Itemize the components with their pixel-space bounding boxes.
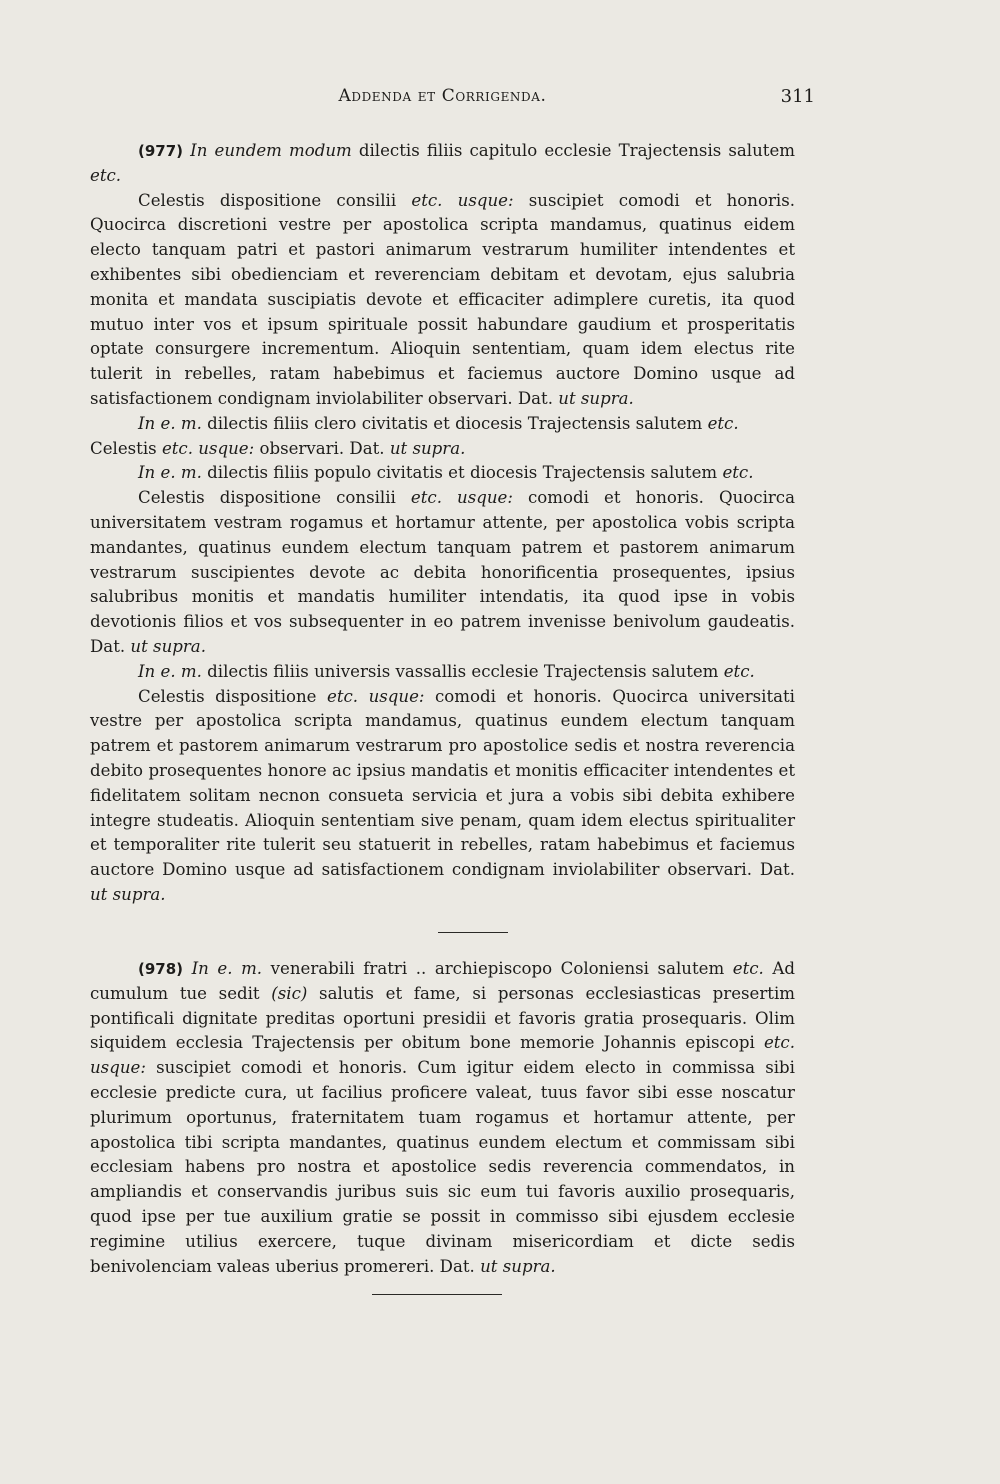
italic-text: etc.	[707, 413, 739, 433]
paragraph-text: In e. m. dilectis filiis populo civitatis et diocesis Trajectensis salutem etc.	[138, 463, 754, 483]
italic-text: ut supra.	[480, 1256, 556, 1276]
paragraph-text: Celestis dispositione consilii etc. usque: comodi et honoris. Quocirca universitatem vestram rogamus et hortamur attente, per apostolica vobis scripta mandantes, quatinus eundem electum tanquam patrem et pastorem animarum vestrarum suscipientes devote ac debita honorificentia prosequentes, ipsius salubribus monitis et mandatis humiliter intendatis, ita quod ipse in vobis devotionis filios et vos subsequenter in eo patrem invenisse benivolum gaudeatis. Dat. ut supra.	[90, 488, 795, 656]
italic-text: etc. usque:	[327, 686, 425, 706]
document-entry-977	[90, 139, 795, 908]
italic-text: ut supra.	[130, 636, 206, 656]
italic-text: In e. m.	[191, 959, 263, 978]
paragraph-text: In e. m. dilectis filiis clero civitatis et diocesis Trajectensis salutem etc.	[138, 413, 739, 433]
italic-text: In e. m.	[138, 413, 202, 433]
page-number: 311	[780, 86, 815, 107]
entry-paragraph	[90, 957, 795, 1279]
entry-paragraph	[90, 685, 795, 908]
paragraph-text: In e. m. venerabili fratri .. archiepiscopo Coloniensi salutem etc. Ad cumulum tue sedit (sic) salutis et fame, si personas ecclesiasticas presertim pontificali dignitate preditas oportuni presidii et favoris gratia prosequaris. Olim siquidem ecclesia Trajectensis per obitum bone memorie Johannis episcopi etc. usque: suscipiet comodi et honoris. Cum igitur eidem electo in commissa sibi ecclesie predicte cura, ut facilius proficere valeat, tuus favor sibi esse noscatur plurimum oportunus, fraternitatem tuam rogamus et hortamur attente, per apostolica tibi scripta mandantes, quatinus eundem electum et commissam sibi ecclesiam habens pro nostra et apostolice sedis reverencia commendatos, in ampliandis et conservandis juribus suis sic eum tui favoris auxilio prosequaris, quod ipse per tue auxilium gratie se possit in commisso sibi ejusdem ecclesie regimine utilius exercere, tuque divinam misericordiam et dicte sedis benivolenciam valeas uberius promereri. Dat. ut supra.	[90, 959, 795, 1276]
entry-paragraph	[90, 486, 795, 660]
paragraph-text: Celestis dispositione etc. usque: comodi et honoris. Quocirca universitati vestre per apostolica scripta mandamus, quatinus eundem electum tanquam patrem et pastorem animarum vestrarum pro apostolice sedis et nostra reverencia debito prosequentes honore ac ipsius mandatis et monitis efficaciter intendentes et fidelitatem solitam necnon consueta servicia et jura a vobis sibi debita exhibere integre studeatis. Alioquin sententiam sive penam, quam idem electus spiritualiter et temporaliter rite tulerit seu statuerit in rebelles, ratam habebimus et faciemus auctore Domino usque ad satisfactionem condignam inviolabiliter observari. Dat. ut supra.	[90, 686, 795, 904]
section-divider	[372, 1294, 502, 1295]
document-entry-978	[90, 957, 795, 1279]
entry-paragraph	[90, 660, 795, 685]
italic-text: etc. usque:	[90, 1033, 795, 1078]
italic-text: etc. usque:	[410, 488, 513, 508]
entry-paragraph	[90, 461, 795, 486]
paragraph-text: In eundem modum dilectis filiis capitulo ecclesie Trajectensis salutem etc.	[90, 141, 796, 185]
entry-number: (978)	[138, 960, 184, 978]
entry-paragraph	[90, 139, 795, 189]
italic-text: (sic)	[271, 983, 308, 1003]
paragraph-text: In e. m. dilectis filiis universis vassallis ecclesie Trajectensis salutem etc.	[138, 661, 755, 681]
italic-text: In e. m.	[138, 661, 202, 681]
italic-text: ut supra.	[558, 388, 634, 408]
running-title: Addenda et Corrigenda.	[338, 86, 547, 106]
italic-text: In e. m.	[138, 463, 202, 483]
italic-text: etc.	[90, 165, 122, 185]
section-divider	[438, 932, 508, 933]
paragraph-text: Celestis etc. usque: observari. Dat. ut supra.	[90, 438, 466, 458]
italic-text: etc.	[722, 463, 754, 483]
italic-text: etc.	[732, 959, 764, 978]
italic-text: ut supra.	[389, 438, 466, 458]
italic-text: etc. usque:	[161, 438, 255, 458]
entry-paragraph	[90, 412, 795, 437]
italic-text: etc. usque:	[411, 190, 514, 210]
entry-number: (977)	[138, 142, 184, 160]
italic-text: ut supra.	[90, 884, 166, 904]
italic-text: etc.	[723, 661, 755, 681]
italic-text: In eundem modum	[190, 141, 352, 160]
entry-paragraph	[90, 189, 795, 412]
paragraph-text: Celestis dispositione consilii etc. usque: suscipiet comodi et honoris. Quocirca discretioni vestre per apostolica scripta mandamus, quatinus eidem electo tanquam patri et pastori animarum vestrarum humiliter intendentes et exhibentes sibi obedienciam et reverenciam debitam et devotam, ejus salubria monita et mandata suscipiatis devote et efficaciter adimplere curetis, ita quod mutuo inter vos et ipsum spirituale possit habundare gaudium et prosperitatis optate consurgere incrementum. Alioquin sententiam, quam idem electus rite tulerit in rebelles, ratam habebimus et faciemus auctore Domino usque ad satisfactionem condignam inviolabiliter observari. Dat. ut supra.	[90, 190, 795, 408]
page-header	[90, 86, 815, 116]
entry-paragraph	[90, 437, 795, 462]
